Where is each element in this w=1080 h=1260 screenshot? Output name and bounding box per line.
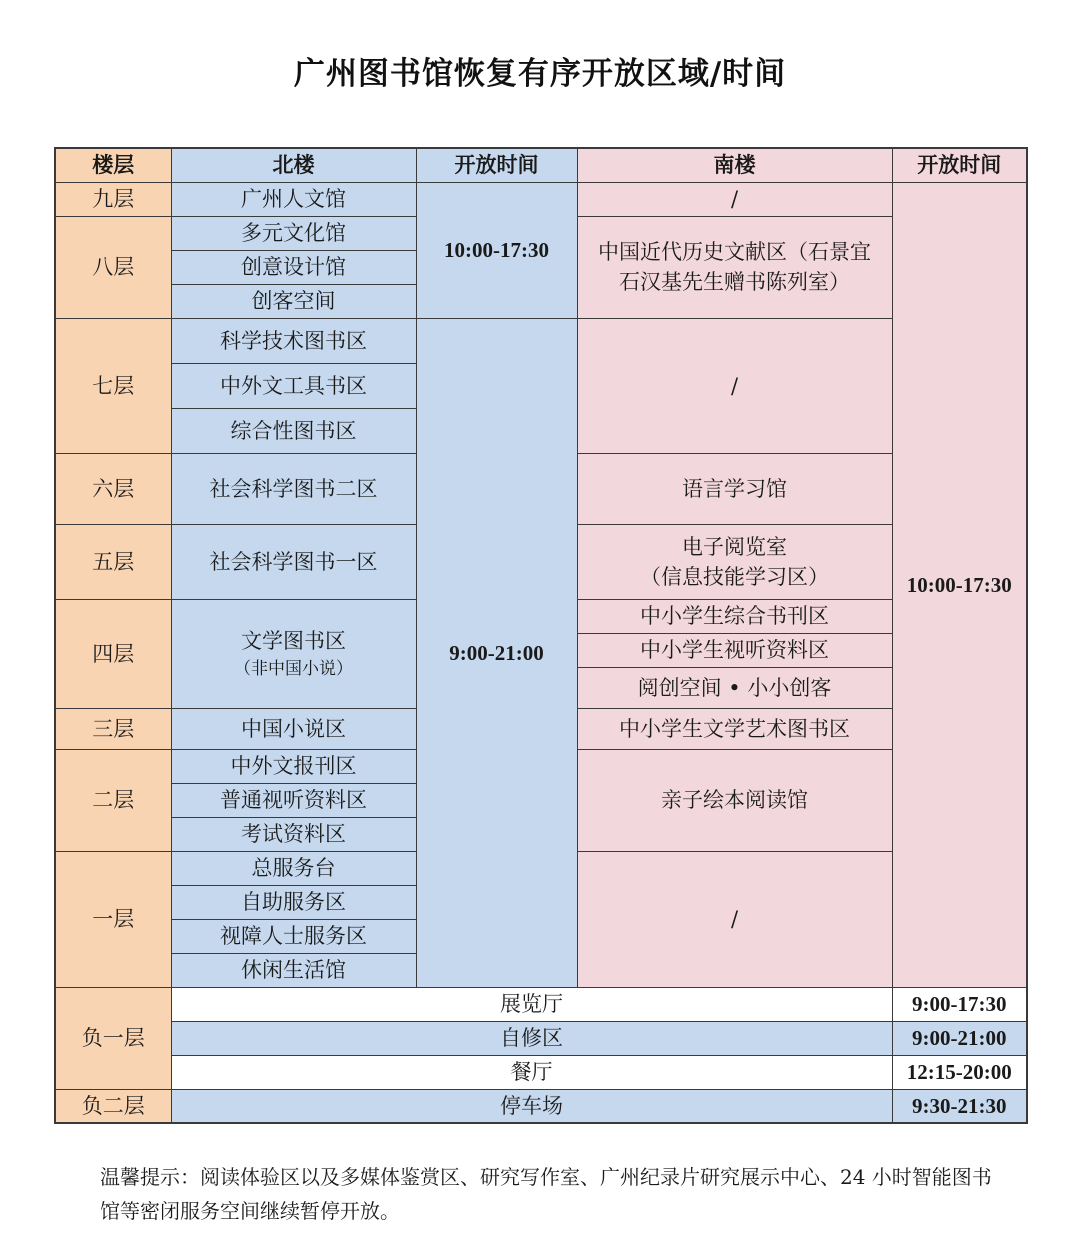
north-area: 社会科学图书二区 — [171, 453, 416, 524]
north-time-upper: 10:00-17:30 — [416, 182, 577, 318]
south-area: / — [577, 851, 892, 987]
basement-area: 展览厅 — [171, 987, 892, 1021]
basement-area: 餐厅 — [171, 1055, 892, 1089]
south-area — [577, 524, 892, 599]
north-area: 自助服务区 — [171, 885, 416, 919]
south-area: 中小学生视听资料区 — [577, 633, 892, 667]
north-area: 社会科学图书一区 — [171, 524, 416, 599]
north-area: 普通视听资料区 — [171, 783, 416, 817]
south-time: 10:00-17:30 — [892, 182, 1027, 987]
south-area: / — [577, 318, 892, 453]
header-north-time: 开放时间 — [416, 148, 577, 182]
north-area: 创意设计馆 — [171, 250, 416, 284]
basement-time: 9:00-17:30 — [892, 987, 1027, 1021]
basement-area: 停车场 — [171, 1089, 892, 1123]
south-area-line: 中国近代历史文献区（石景宜 — [598, 240, 871, 264]
south-area — [577, 216, 892, 318]
south-area: 中小学生文学艺术图书区 — [577, 708, 892, 749]
page-title: 广州图书馆恢复有序开放区域/时间 — [293, 56, 787, 92]
table-row — [55, 987, 1027, 1021]
notice-text: 温馨提示：阅读体验区以及多媒体鉴赏区、研究写作室、广州纪录片研究展示中心、24 小时智能图书馆等密闭服务空间继续暂停开放。 — [100, 1165, 992, 1223]
south-area: / — [577, 182, 892, 216]
floor-label: 一层 — [55, 851, 171, 987]
basement-area: 自修区 — [171, 1021, 892, 1055]
south-area: 语言学习馆 — [577, 453, 892, 524]
table-row — [55, 1089, 1027, 1123]
north-time-lower: 9:00-21:00 — [416, 318, 577, 987]
basement-time: 12:15-20:00 — [892, 1055, 1027, 1089]
north-area: 中外文报刊区 — [171, 749, 416, 783]
south-area: 亲子绘本阅读馆 — [577, 749, 892, 851]
header-row — [55, 148, 1027, 182]
north-area: 休闲生活馆 — [171, 953, 416, 987]
south-area-line: （信息技能学习区） — [640, 564, 829, 589]
south-area-line: 石汉基先生赠书陈列室） — [619, 270, 850, 294]
floor-label: 九层 — [55, 182, 171, 216]
table-row — [55, 1055, 1027, 1089]
floor-label: 五层 — [55, 524, 171, 599]
north-area: 中国小说区 — [171, 708, 416, 749]
table-row — [55, 318, 1027, 363]
north-area: 视障人士服务区 — [171, 919, 416, 953]
north-area — [171, 599, 416, 708]
floor-label: 八层 — [55, 216, 171, 318]
basement-time: 9:00-21:00 — [892, 1021, 1027, 1055]
header-north: 北楼 — [171, 148, 416, 182]
south-area-line: 电子阅览室 — [682, 534, 787, 559]
north-area: 中外文工具书区 — [171, 363, 416, 408]
north-area: 广州人文馆 — [171, 182, 416, 216]
north-area: 创客空间 — [171, 284, 416, 318]
floor-label: 六层 — [55, 453, 171, 524]
floor-label: 负二层 — [55, 1089, 171, 1123]
table-row — [55, 182, 1027, 216]
header-floor: 楼层 — [55, 148, 171, 182]
basement-time: 9:30-21:30 — [892, 1089, 1027, 1123]
north-area: 科学技术图书区 — [171, 318, 416, 363]
schedule-table — [54, 147, 1028, 1124]
floor-label: 负一层 — [55, 987, 171, 1089]
north-area-subline: （非中国小说） — [234, 658, 353, 679]
floor-label: 二层 — [55, 749, 171, 851]
north-area-line: 文学图书区 — [241, 628, 346, 653]
north-area: 总服务台 — [171, 851, 416, 885]
floor-label: 四层 — [55, 599, 171, 708]
north-area: 综合性图书区 — [171, 408, 416, 453]
north-area: 考试资料区 — [171, 817, 416, 851]
north-area: 多元文化馆 — [171, 216, 416, 250]
south-area: 阅创空间 • 小小创客 — [577, 667, 892, 708]
floor-label: 三层 — [55, 708, 171, 749]
header-south: 南楼 — [577, 148, 892, 182]
table-row — [55, 1021, 1027, 1055]
floor-label: 七层 — [55, 318, 171, 453]
header-south-time: 开放时间 — [892, 148, 1027, 182]
south-area: 中小学生综合书刊区 — [577, 599, 892, 633]
